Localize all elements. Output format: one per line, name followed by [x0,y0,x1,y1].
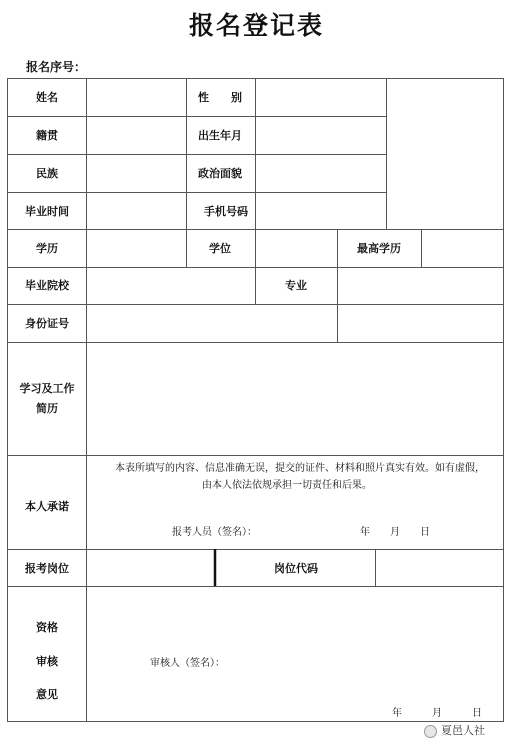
highest-education-label: 最高学历 [357,242,401,255]
registration-form [7,78,504,722]
reviewer-signature-label: 审核人（签名）： [150,658,225,669]
degree-label: 学位 [209,242,231,255]
name-label: 姓名 [36,91,58,104]
political-status-field[interactable] [256,155,386,192]
degree-field[interactable] [256,230,337,267]
id-number-label: 身份证号 [25,317,69,330]
serial-number-label: 报名序号： [26,60,87,74]
graduation-school-label: 毕业院校 [25,279,69,292]
commitment-date: 年 月 日 [360,527,430,538]
origin-field[interactable] [87,117,186,154]
resume-label-line1: 学习及工作 [19,382,75,395]
education-label: 学历 [36,242,58,255]
watermark-text: 夏邑人社 [441,724,485,737]
gender-label: 性 别 [198,91,242,104]
origin-label: 籍贯 [36,129,58,142]
ethnicity-label: 民族 [36,167,58,180]
position-code-label: 岗位代码 [274,562,318,575]
birth-date-label: 出生年月 [198,129,242,142]
resume-label-line2: 简历 [36,402,58,415]
name-field[interactable] [87,79,186,116]
resume-field[interactable] [87,343,503,455]
photo-area [387,79,503,229]
review-label-line3: 意见 [36,688,58,701]
commitment-text-line1: 本表所填写的内容、信息准确无误，提交的证件、材料和照片真实有效。如有虚假， [115,463,485,474]
review-label-line1: 资格 [36,621,58,634]
applicant-signature-label: 报考人员（签名）： [172,527,257,538]
phone-field[interactable] [256,193,386,229]
id-number-field[interactable] [87,305,503,342]
phone-label: 手机号码 [204,205,248,218]
form-title: 报名登记表 [188,11,324,40]
watermark [424,722,485,738]
position-field[interactable] [87,550,215,586]
position-code-field[interactable] [376,550,503,586]
political-status-label: 政治面貌 [198,167,242,180]
position-label: 报考岗位 [25,562,69,575]
ethnicity-field[interactable] [87,155,186,192]
gender-field[interactable] [256,79,386,116]
commitment-text-line2: 由本人依法依规承担一切责任和后果。 [202,480,372,491]
graduation-school-field[interactable] [87,268,255,304]
graduation-time-field[interactable] [87,193,186,229]
wechat-logo-icon [424,725,437,738]
major-field[interactable] [338,268,503,304]
graduation-time-label: 毕业时间 [25,205,69,218]
review-date: 年 月 日 [392,708,482,719]
major-label: 专业 [285,279,307,292]
education-field[interactable] [87,230,186,267]
review-label-line2: 审核 [36,655,58,668]
birth-date-field[interactable] [256,117,386,154]
highest-education-field[interactable] [422,230,503,267]
commitment-label: 本人承诺 [25,500,69,513]
